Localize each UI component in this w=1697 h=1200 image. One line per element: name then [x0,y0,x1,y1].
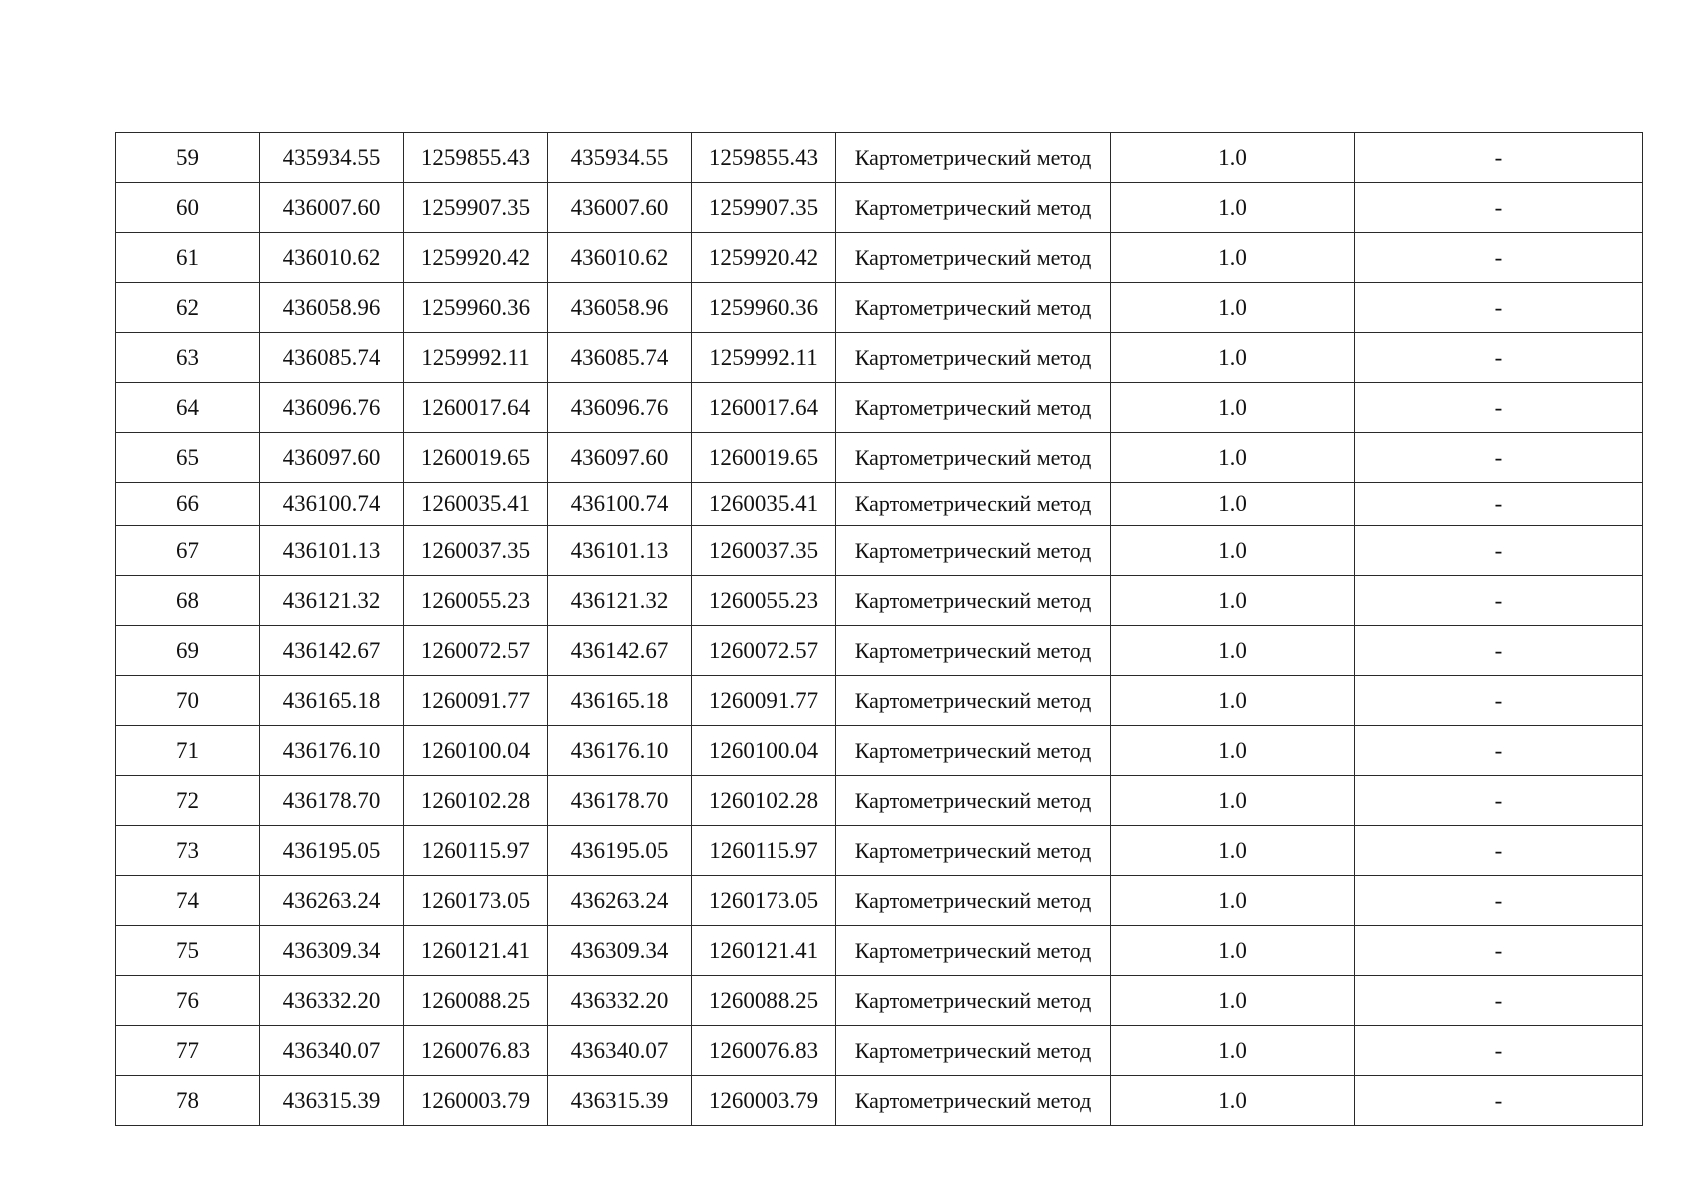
y-existing-cell: 1259992.11 [404,333,548,383]
table-row [116,433,1643,483]
table-row [116,383,1643,433]
y-existing-cell: 1259960.36 [404,283,548,333]
y-existing-cell: 1260035.41 [404,483,548,526]
x-existing-cell: 436010.62 [260,233,404,283]
table-row [116,776,1643,826]
x-new-cell: 436176.10 [548,726,692,776]
note-cell: - [1355,383,1643,433]
table-row [116,676,1643,726]
y-existing-cell: 1259920.42 [404,233,548,283]
method-cell: Картометрический метод [836,1076,1111,1126]
table-row [116,283,1643,333]
y-existing-cell: 1260019.65 [404,433,548,483]
y-new-cell: 1260100.04 [692,726,836,776]
point-number-cell: 61 [116,233,260,283]
x-existing-cell: 436142.67 [260,626,404,676]
point-number-cell: 78 [116,1076,260,1126]
x-new-cell: 436178.70 [548,776,692,826]
table-row [116,976,1643,1026]
note-cell: - [1355,233,1643,283]
y-existing-cell: 1260072.57 [404,626,548,676]
method-cell: Картометрический метод [836,876,1111,926]
note-cell: - [1355,626,1643,676]
x-new-cell: 436100.74 [548,483,692,526]
x-new-cell: 436165.18 [548,676,692,726]
x-new-cell: 436010.62 [548,233,692,283]
note-cell: - [1355,1076,1643,1126]
accuracy-cell: 1.0 [1111,876,1355,926]
accuracy-cell: 1.0 [1111,576,1355,626]
note-cell: - [1355,876,1643,926]
note-cell: - [1355,283,1643,333]
table-row [116,526,1643,576]
y-new-cell: 1260091.77 [692,676,836,726]
point-number-cell: 67 [116,526,260,576]
point-number-cell: 59 [116,133,260,183]
x-new-cell: 436007.60 [548,183,692,233]
method-cell: Картометрический метод [836,233,1111,283]
note-cell: - [1355,483,1643,526]
note-cell: - [1355,826,1643,876]
x-existing-cell: 436101.13 [260,526,404,576]
y-new-cell: 1259992.11 [692,333,836,383]
method-cell: Картометрический метод [836,576,1111,626]
table-row [116,333,1643,383]
point-number-cell: 64 [116,383,260,433]
accuracy-cell: 1.0 [1111,1026,1355,1076]
x-new-cell: 435934.55 [548,133,692,183]
x-existing-cell: 436097.60 [260,433,404,483]
point-number-cell: 72 [116,776,260,826]
point-number-cell: 68 [116,576,260,626]
x-existing-cell: 436309.34 [260,926,404,976]
table-row [116,1076,1643,1126]
y-new-cell: 1260173.05 [692,876,836,926]
y-new-cell: 1260088.25 [692,976,836,1026]
x-existing-cell: 436332.20 [260,976,404,1026]
method-cell: Картометрический метод [836,776,1111,826]
table-row [116,626,1643,676]
accuracy-cell: 1.0 [1111,433,1355,483]
y-new-cell: 1260035.41 [692,483,836,526]
y-existing-cell: 1260121.41 [404,926,548,976]
note-cell: - [1355,133,1643,183]
table-row [116,876,1643,926]
y-new-cell: 1260072.57 [692,626,836,676]
point-number-cell: 63 [116,333,260,383]
y-existing-cell: 1260091.77 [404,676,548,726]
y-new-cell: 1260121.41 [692,926,836,976]
method-cell: Картометрический метод [836,1026,1111,1076]
x-new-cell: 436097.60 [548,433,692,483]
y-existing-cell: 1260088.25 [404,976,548,1026]
y-new-cell: 1260017.64 [692,383,836,433]
accuracy-cell: 1.0 [1111,676,1355,726]
accuracy-cell: 1.0 [1111,133,1355,183]
x-existing-cell: 436100.74 [260,483,404,526]
y-new-cell: 1260102.28 [692,776,836,826]
method-cell: Картометрический метод [836,626,1111,676]
x-existing-cell: 436165.18 [260,676,404,726]
note-cell: - [1355,333,1643,383]
point-number-cell: 76 [116,976,260,1026]
accuracy-cell: 1.0 [1111,1076,1355,1126]
y-existing-cell: 1259907.35 [404,183,548,233]
y-new-cell: 1260019.65 [692,433,836,483]
table-row [116,183,1643,233]
x-new-cell: 436121.32 [548,576,692,626]
table-body [116,133,1643,1126]
x-existing-cell: 435934.55 [260,133,404,183]
method-cell: Картометрический метод [836,926,1111,976]
note-cell: - [1355,976,1643,1026]
table-row [116,576,1643,626]
x-new-cell: 436058.96 [548,283,692,333]
method-cell: Картометрический метод [836,676,1111,726]
note-cell: - [1355,183,1643,233]
point-number-cell: 65 [116,433,260,483]
note-cell: - [1355,676,1643,726]
x-new-cell: 436309.34 [548,926,692,976]
y-existing-cell: 1260115.97 [404,826,548,876]
point-number-cell: 73 [116,826,260,876]
method-cell: Картометрический метод [836,483,1111,526]
note-cell: - [1355,776,1643,826]
y-new-cell: 1259855.43 [692,133,836,183]
note-cell: - [1355,726,1643,776]
method-cell: Картометрический метод [836,283,1111,333]
x-new-cell: 436142.67 [548,626,692,676]
accuracy-cell: 1.0 [1111,333,1355,383]
y-new-cell: 1260003.79 [692,1076,836,1126]
method-cell: Картометрический метод [836,526,1111,576]
method-cell: Картометрический метод [836,826,1111,876]
x-new-cell: 436195.05 [548,826,692,876]
y-new-cell: 1260076.83 [692,1026,836,1076]
note-cell: - [1355,576,1643,626]
note-cell: - [1355,926,1643,976]
x-existing-cell: 436058.96 [260,283,404,333]
y-new-cell: 1259920.42 [692,233,836,283]
accuracy-cell: 1.0 [1111,526,1355,576]
note-cell: - [1355,526,1643,576]
accuracy-cell: 1.0 [1111,626,1355,676]
y-new-cell: 1259960.36 [692,283,836,333]
accuracy-cell: 1.0 [1111,233,1355,283]
y-existing-cell: 1259855.43 [404,133,548,183]
x-existing-cell: 436176.10 [260,726,404,776]
y-new-cell: 1259907.35 [692,183,836,233]
x-new-cell: 436332.20 [548,976,692,1026]
accuracy-cell: 1.0 [1111,483,1355,526]
y-existing-cell: 1260100.04 [404,726,548,776]
table-row [116,483,1643,526]
table-row [116,726,1643,776]
method-cell: Картометрический метод [836,976,1111,1026]
x-existing-cell: 436263.24 [260,876,404,926]
x-new-cell: 436101.13 [548,526,692,576]
table-row [116,133,1643,183]
point-number-cell: 77 [116,1026,260,1076]
x-existing-cell: 436178.70 [260,776,404,826]
accuracy-cell: 1.0 [1111,726,1355,776]
point-number-cell: 62 [116,283,260,333]
x-existing-cell: 436340.07 [260,1026,404,1076]
x-new-cell: 436340.07 [548,1026,692,1076]
coordinates-table [115,132,1643,1126]
point-number-cell: 69 [116,626,260,676]
accuracy-cell: 1.0 [1111,976,1355,1026]
method-cell: Картометрический метод [836,383,1111,433]
x-new-cell: 436263.24 [548,876,692,926]
note-cell: - [1355,1026,1643,1076]
x-existing-cell: 436315.39 [260,1076,404,1126]
table-row [116,926,1643,976]
x-new-cell: 436315.39 [548,1076,692,1126]
x-existing-cell: 436007.60 [260,183,404,233]
y-existing-cell: 1260017.64 [404,383,548,433]
y-new-cell: 1260055.23 [692,576,836,626]
x-existing-cell: 436121.32 [260,576,404,626]
point-number-cell: 74 [116,876,260,926]
point-number-cell: 60 [116,183,260,233]
x-existing-cell: 436085.74 [260,333,404,383]
method-cell: Картометрический метод [836,726,1111,776]
accuracy-cell: 1.0 [1111,283,1355,333]
accuracy-cell: 1.0 [1111,926,1355,976]
point-number-cell: 71 [116,726,260,776]
table-row [116,233,1643,283]
y-existing-cell: 1260173.05 [404,876,548,926]
x-new-cell: 436085.74 [548,333,692,383]
method-cell: Картометрический метод [836,133,1111,183]
y-existing-cell: 1260055.23 [404,576,548,626]
y-existing-cell: 1260102.28 [404,776,548,826]
accuracy-cell: 1.0 [1111,776,1355,826]
y-new-cell: 1260037.35 [692,526,836,576]
table-row [116,826,1643,876]
point-number-cell: 75 [116,926,260,976]
y-new-cell: 1260115.97 [692,826,836,876]
accuracy-cell: 1.0 [1111,826,1355,876]
x-existing-cell: 436195.05 [260,826,404,876]
accuracy-cell: 1.0 [1111,183,1355,233]
point-number-cell: 70 [116,676,260,726]
y-existing-cell: 1260003.79 [404,1076,548,1126]
method-cell: Картометрический метод [836,433,1111,483]
method-cell: Картометрический метод [836,183,1111,233]
method-cell: Картометрический метод [836,333,1111,383]
table-row [116,1026,1643,1076]
accuracy-cell: 1.0 [1111,383,1355,433]
note-cell: - [1355,433,1643,483]
x-new-cell: 436096.76 [548,383,692,433]
y-existing-cell: 1260076.83 [404,1026,548,1076]
y-existing-cell: 1260037.35 [404,526,548,576]
x-existing-cell: 436096.76 [260,383,404,433]
point-number-cell: 66 [116,483,260,526]
